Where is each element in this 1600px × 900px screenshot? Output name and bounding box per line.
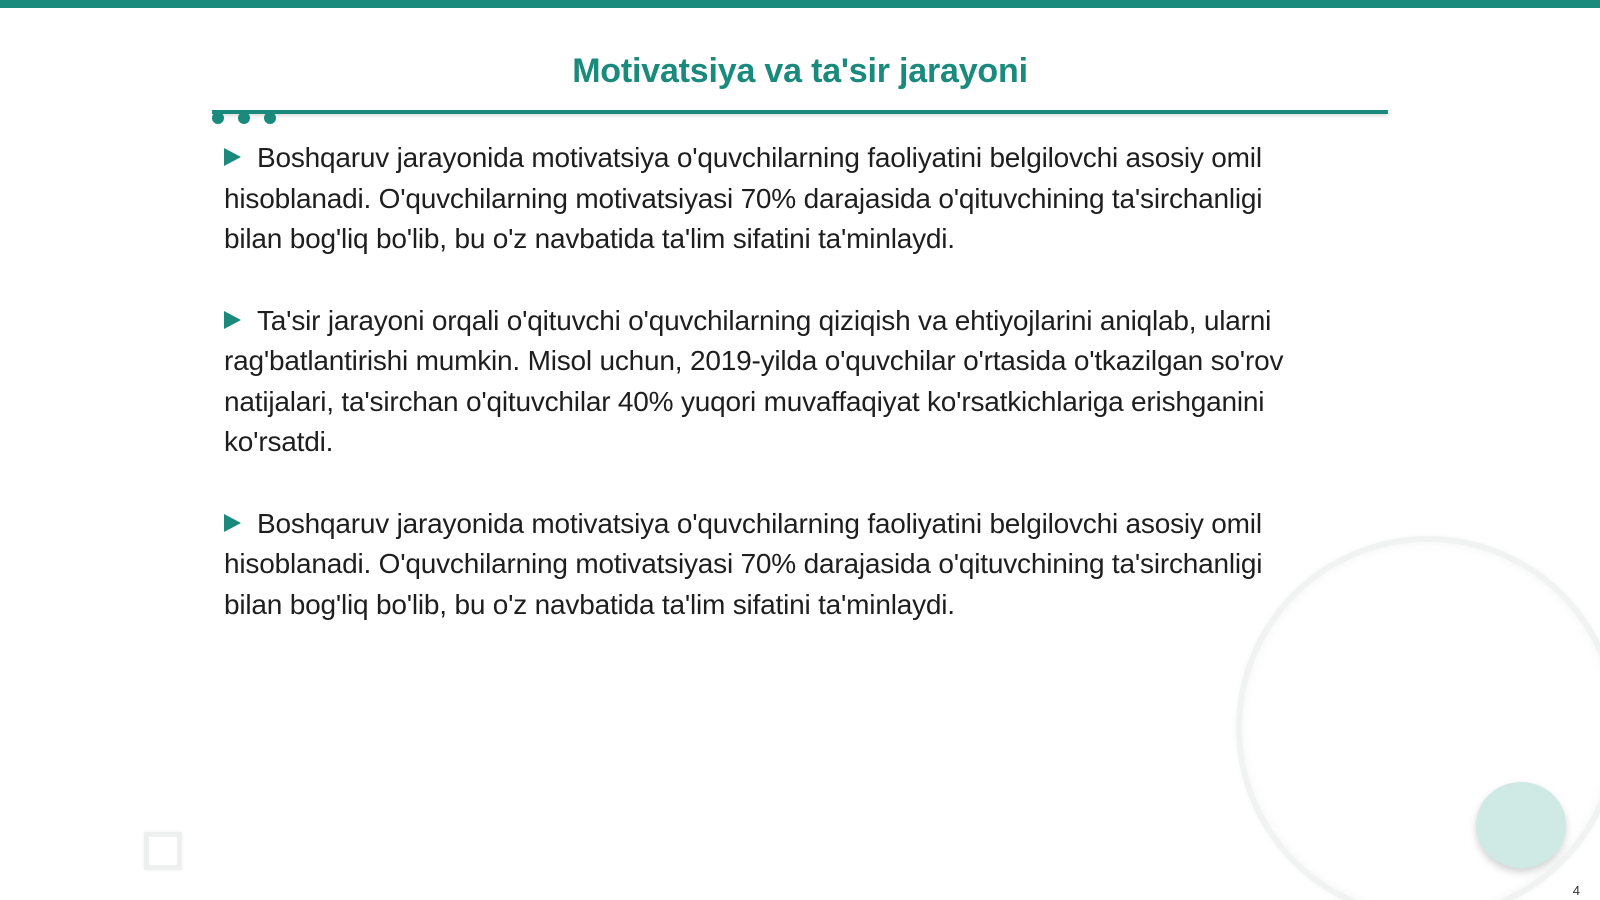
decorative-square xyxy=(144,832,182,870)
title-underline-dots xyxy=(212,112,276,124)
triangle-right-icon xyxy=(224,148,241,166)
paragraph-text: Ta'sir jarayoni orqali o'qituvchi o'quvchilarning qiziqish va ehtiyojlarini aniqlab, ularni rag'batlantirishi mumkin. Misol uchun, 2019-yilda o'quvchilar o'rtasida o'tkazilgan so'rov natijalari, ta'sirchan o'qituvchilar 40% yuqori muvaffaqiyat ko'rsatkichlariga erishganini ko'rsatdi. xyxy=(224,304,1284,457)
bullet-paragraph-1 xyxy=(224,138,1328,260)
page-number: 4 xyxy=(1572,883,1580,898)
paragraph-text: Boshqaruv jarayonida motivatsiya o'quvchilarning faoliyatini belgilovchi asosiy omil hisoblanadi. O'quvchilarning motivatsiyasi 70% darajasida o'qituvchining ta'sirchanligi bilan bog'liq bo'lib, bu o'z navbatida ta'lim sifatini ta'minlaydi. xyxy=(224,142,1263,254)
bullet-list xyxy=(224,138,1328,666)
dot-1 xyxy=(212,112,224,124)
bullet-paragraph-2 xyxy=(224,301,1328,463)
paragraph-text: Boshqaruv jarayonida motivatsiya o'quvchilarning faoliyatini belgilovchi asosiy omil hisoblanadi. O'quvchilarning motivatsiyasi 70% darajasida o'qituvchining ta'sirchanligi bilan bog'liq bo'lib, bu o'z navbatida ta'lim sifatini ta'minlaydi. xyxy=(224,507,1263,620)
triangle-right-icon xyxy=(224,311,241,329)
triangle-right-icon xyxy=(224,514,241,532)
top-accent-bar xyxy=(0,0,1600,8)
slide-title: Motivatsiya va ta'sir jarayoni xyxy=(572,52,1028,90)
decorative-circle xyxy=(1476,782,1566,868)
dot-3 xyxy=(264,112,276,124)
dot-2 xyxy=(238,112,250,124)
title-underline xyxy=(212,110,1388,114)
bullet-paragraph-3 xyxy=(224,504,1328,626)
